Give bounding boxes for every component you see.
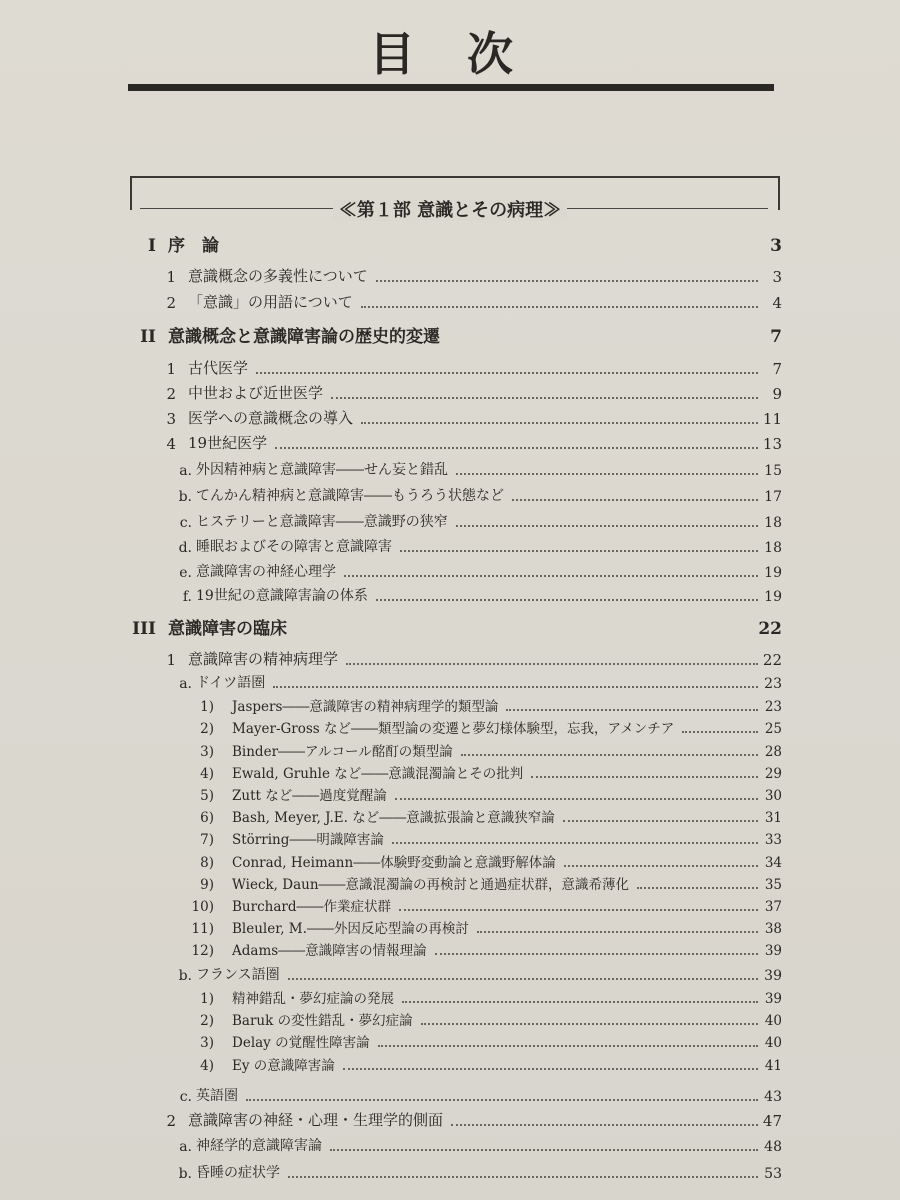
toc-entry-number: 3) bbox=[200, 1035, 214, 1051]
toc-leader-dots bbox=[344, 574, 758, 577]
toc-leader-dots bbox=[451, 1123, 758, 1126]
toc-entry-title: 睡眠およびその障害と意識障害 bbox=[196, 539, 392, 555]
toc-entry-page: 29 bbox=[764, 766, 782, 782]
toc-entry-page: 23 bbox=[764, 699, 782, 715]
toc-entry-title: 意識障害の神経・心理・生理学的側面 bbox=[188, 1111, 444, 1129]
toc-entry-number: a. bbox=[179, 1139, 192, 1155]
toc-entry-title: Mayer-Gross など――類型論の変遷と夢幻様体験型，忘我，アメンチア bbox=[232, 721, 675, 737]
toc-entry-number: b. bbox=[178, 1166, 192, 1182]
toc-entry bbox=[0, 583, 900, 605]
toc-entry-page: 9 bbox=[772, 385, 782, 403]
toc-entry-number: III bbox=[132, 619, 156, 639]
toc-entry-title: Binder――アルコール酩酊の類型論 bbox=[232, 744, 453, 760]
toc-entry-title: 英語圏 bbox=[196, 1088, 238, 1104]
toc-leader-dots bbox=[273, 685, 758, 688]
toc-entry-title: 意識障害の臨床 bbox=[168, 619, 287, 639]
toc-leader-dots bbox=[512, 498, 758, 501]
toc-entry-title: Bleuler, M.――外因反応型論の再検討 bbox=[232, 921, 469, 937]
toc-entry bbox=[0, 617, 900, 639]
toc-entry bbox=[0, 534, 900, 556]
toc-entry-title: フランス語圏 bbox=[196, 967, 280, 983]
toc-leader-dots bbox=[361, 421, 758, 424]
toc-entry bbox=[0, 647, 900, 669]
toc-leader-dots bbox=[376, 598, 758, 601]
toc-entry-page: 7 bbox=[772, 360, 782, 378]
toc-entry-page: 11 bbox=[762, 410, 782, 428]
toc-entry bbox=[0, 962, 900, 984]
toc-entry-page: 22 bbox=[762, 651, 782, 669]
toc-entry bbox=[0, 1133, 900, 1155]
toc-leader-dots bbox=[246, 1098, 758, 1101]
toc-entry-title: 序 論 bbox=[168, 236, 219, 256]
toc-entry-number: f. bbox=[182, 589, 192, 605]
toc-entry-page: 39 bbox=[764, 943, 782, 959]
toc-entry-title: 意識障害の神経心理学 bbox=[196, 564, 336, 580]
toc-entry-page: 37 bbox=[764, 899, 782, 915]
toc-entry-title: Zutt など――過度覚醒論 bbox=[232, 788, 387, 804]
toc-entry bbox=[0, 457, 900, 479]
toc-entry-page: 40 bbox=[764, 1013, 782, 1029]
toc-entry-number: 4) bbox=[200, 1058, 214, 1074]
toc-leader-dots bbox=[564, 864, 758, 867]
toc-entry-title: 意識概念と意識障害論の歴史的変遷 bbox=[168, 327, 440, 347]
toc-entry-page: 43 bbox=[764, 1089, 782, 1105]
toc-leader-dots bbox=[563, 819, 758, 822]
toc-entry-number: e. bbox=[179, 565, 192, 581]
toc-entry bbox=[0, 264, 900, 286]
toc-entry-title: Delay の覚醒性障害論 bbox=[232, 1035, 370, 1051]
toc-entry bbox=[0, 849, 900, 871]
toc-entry-title: Burchard――作業症状群 bbox=[232, 899, 391, 915]
toc-entry bbox=[0, 826, 900, 848]
page-title: 目 次 bbox=[368, 27, 531, 81]
toc-entry-page: 38 bbox=[764, 921, 782, 937]
toc-entry bbox=[0, 871, 900, 893]
toc-leader-dots bbox=[343, 1067, 758, 1070]
toc-entry-number: II bbox=[140, 327, 156, 347]
toc-leader-dots bbox=[461, 753, 758, 756]
toc-entry-number: 2 bbox=[166, 294, 176, 312]
toc-entry-page: 3 bbox=[772, 268, 782, 286]
toc-entry-page: 40 bbox=[764, 1035, 782, 1051]
toc-entry-number: 1) bbox=[200, 991, 214, 1007]
toc-entry-page: 35 bbox=[764, 877, 782, 893]
toc-entry bbox=[0, 738, 900, 760]
toc-entry-number: 3 bbox=[166, 410, 176, 428]
toc-entry-title: 意識障害の精神病理学 bbox=[188, 650, 339, 668]
toc-leader-dots bbox=[400, 549, 758, 552]
toc-leader-dots bbox=[331, 396, 758, 399]
toc-entry-title: 医学への意識概念の導入 bbox=[188, 409, 354, 427]
toc-leader-dots bbox=[399, 908, 758, 911]
toc-entry-title: 意識概念の多義性について bbox=[188, 267, 368, 285]
toc-entry-page: 34 bbox=[764, 855, 782, 871]
toc-entry-number: 1 bbox=[166, 268, 176, 286]
toc-entry-page: 4 bbox=[772, 294, 782, 312]
toc-entry-title: 外因精神病と意識障害――せん妄と錯乱 bbox=[196, 462, 448, 478]
toc-entry-number: 10) bbox=[191, 899, 214, 915]
toc-entry bbox=[0, 670, 900, 692]
toc-leader-dots bbox=[361, 305, 758, 308]
toc-entry-title: 精神錯乱・夢幻症論の発展 bbox=[232, 991, 394, 1007]
toc-entry-number: c. bbox=[179, 1089, 192, 1105]
toc-entry-page: 3 bbox=[770, 236, 782, 256]
toc-entry-page: 48 bbox=[764, 1139, 782, 1155]
toc-leader-dots bbox=[435, 952, 758, 955]
toc-entry-number: 2 bbox=[166, 385, 176, 403]
toc-leader-dots bbox=[392, 841, 758, 844]
toc-entry-number: 2) bbox=[200, 1013, 214, 1029]
toc-entry-page: 25 bbox=[764, 721, 782, 737]
toc-entry-number: 12) bbox=[191, 943, 214, 959]
toc-entry bbox=[0, 381, 900, 403]
toc-entry-title: Conrad, Heimann――体験野変動論と意識野解体論 bbox=[232, 855, 556, 871]
toc-leader-dots bbox=[456, 472, 758, 475]
toc-entry-number: 4 bbox=[166, 435, 176, 453]
toc-entry bbox=[0, 715, 900, 737]
toc-entry bbox=[0, 406, 900, 428]
toc-entry bbox=[0, 937, 900, 959]
toc-entry-number: b. bbox=[178, 968, 192, 984]
toc-entry-title: Ey の意識障害論 bbox=[232, 1058, 335, 1074]
toc-entry-page: 17 bbox=[764, 489, 782, 505]
toc-entry bbox=[0, 559, 900, 581]
toc-entry-title: Ewald, Gruhle など――意識混濁論とその批判 bbox=[232, 766, 524, 782]
toc-entry bbox=[0, 760, 900, 782]
toc-leader-dots bbox=[275, 446, 758, 449]
toc-entry-number: 3) bbox=[200, 744, 214, 760]
toc-entry bbox=[0, 483, 900, 505]
toc-entry-number: a. bbox=[179, 463, 192, 479]
toc-entry-number: 9) bbox=[200, 877, 214, 893]
toc-entry bbox=[0, 1007, 900, 1029]
toc-entry-title: Bash, Meyer, J.E. など――意識拡張論と意識狭窄論 bbox=[232, 810, 555, 826]
toc-entry-title: 古代医学 bbox=[188, 359, 249, 377]
toc-leader-dots bbox=[376, 279, 758, 282]
toc-entry-title: Baruk の変性錯乱・夢幻症論 bbox=[232, 1013, 413, 1029]
toc-entry-title: 19世紀の意識障害論の体系 bbox=[196, 588, 368, 604]
toc-entry-page: 15 bbox=[764, 463, 782, 479]
toc-entry bbox=[0, 509, 900, 531]
toc-leader-dots bbox=[378, 1044, 758, 1047]
toc-entry-number: b. bbox=[178, 489, 192, 505]
toc-entry bbox=[0, 915, 900, 937]
toc-entry bbox=[0, 1083, 900, 1105]
toc-entry-page: 31 bbox=[764, 810, 782, 826]
toc-entry-title: 中世および近世医学 bbox=[188, 384, 324, 402]
toc-entry-title: 昏睡の症状学 bbox=[196, 1165, 280, 1181]
toc-leader-dots bbox=[421, 1022, 758, 1025]
toc-entry-number: 2 bbox=[166, 1112, 176, 1130]
toc-entry-number: a. bbox=[179, 676, 192, 692]
toc-entry-number: c. bbox=[179, 515, 192, 531]
toc-entry bbox=[0, 356, 900, 378]
toc-entry bbox=[0, 985, 900, 1007]
toc-entry-number: 5) bbox=[200, 788, 214, 804]
toc-entry-page: 18 bbox=[764, 540, 782, 556]
toc-entry-page: 41 bbox=[764, 1058, 782, 1074]
toc-entry bbox=[0, 782, 900, 804]
toc-entry-page: 13 bbox=[762, 435, 782, 453]
toc-entry-page: 19 bbox=[764, 565, 782, 581]
toc-entry-page: 39 bbox=[764, 968, 782, 984]
toc-leader-dots bbox=[256, 371, 758, 374]
toc-leader-dots bbox=[477, 930, 758, 933]
toc-entry bbox=[0, 893, 900, 915]
toc-entry-page: 30 bbox=[764, 788, 782, 804]
toc-entry-number: 4) bbox=[200, 766, 214, 782]
toc-leader-dots bbox=[346, 662, 758, 665]
toc-entry-number: 1) bbox=[200, 699, 214, 715]
toc-entry-page: 18 bbox=[764, 515, 782, 531]
toc-leader-dots bbox=[402, 1000, 758, 1003]
toc-entry-title: Jaspers――意識障害の精神病理学的類型論 bbox=[232, 699, 499, 715]
toc-entry-title: Adams――意識障害の情報理論 bbox=[232, 943, 427, 959]
toc-entry-number: 2) bbox=[200, 721, 214, 737]
toc-entry-page: 22 bbox=[758, 619, 782, 639]
toc-entry bbox=[0, 1160, 900, 1182]
part-heading: ≪第１部 意識とその病理≫ bbox=[333, 200, 567, 221]
toc-entry-page: 7 bbox=[770, 327, 782, 347]
toc-entry bbox=[0, 804, 900, 826]
toc-entry-title: 「意識」の用語について bbox=[188, 293, 353, 311]
toc-entry bbox=[0, 1052, 900, 1074]
toc-entry-number: 8) bbox=[200, 855, 214, 871]
toc-leader-dots bbox=[395, 797, 758, 800]
toc-leader-dots bbox=[330, 1148, 758, 1151]
toc-entry-title: Wieck, Daun――意識混濁論の再検討と通過症状群，意識希薄化 bbox=[232, 877, 630, 893]
toc-leader-dots bbox=[288, 1175, 758, 1178]
toc-leader-dots bbox=[506, 708, 758, 711]
toc-entry-number: I bbox=[148, 236, 156, 256]
toc-entry bbox=[0, 693, 900, 715]
toc-leader-dots bbox=[682, 730, 758, 733]
toc-leader-dots bbox=[456, 524, 758, 527]
toc-entry-number: 7) bbox=[200, 832, 214, 848]
toc-entry-number: 1 bbox=[166, 360, 176, 378]
toc-entry-number: 11) bbox=[191, 921, 214, 937]
toc-entry-page: 19 bbox=[764, 589, 782, 605]
toc-entry-title: 19世紀医学 bbox=[188, 434, 268, 452]
toc-leader-dots bbox=[288, 977, 758, 980]
toc-entry bbox=[0, 431, 900, 453]
toc-entry-page: 33 bbox=[764, 832, 782, 848]
toc-entry-page: 23 bbox=[764, 676, 782, 692]
toc-entry bbox=[0, 1029, 900, 1051]
toc-entry bbox=[0, 325, 900, 347]
toc-entry-page: 39 bbox=[764, 991, 782, 1007]
toc-entry-title: てんかん精神病と意識障害――もうろう状態など bbox=[196, 488, 504, 504]
toc-entry-page: 47 bbox=[762, 1112, 782, 1130]
toc-entry bbox=[0, 1108, 900, 1130]
toc-entry-number: d. bbox=[178, 540, 192, 556]
toc-entry bbox=[0, 234, 900, 256]
toc-entry-page: 28 bbox=[764, 744, 782, 760]
toc-entry-title: Störring――明識障害論 bbox=[232, 832, 384, 848]
toc-entry-number: 1 bbox=[166, 651, 176, 669]
toc-entry bbox=[0, 290, 900, 312]
toc-leader-dots bbox=[531, 775, 758, 778]
toc-leader-dots bbox=[637, 886, 758, 889]
toc-entry-number: 6) bbox=[200, 810, 214, 826]
toc-entry-page: 53 bbox=[764, 1166, 782, 1182]
toc-entry-title: ヒステリーと意識障害――意識野の狭窄 bbox=[196, 514, 448, 530]
toc-entry-title: ドイツ語圏 bbox=[196, 675, 266, 691]
toc-entry-title: 神経学的意識障害論 bbox=[196, 1138, 322, 1154]
